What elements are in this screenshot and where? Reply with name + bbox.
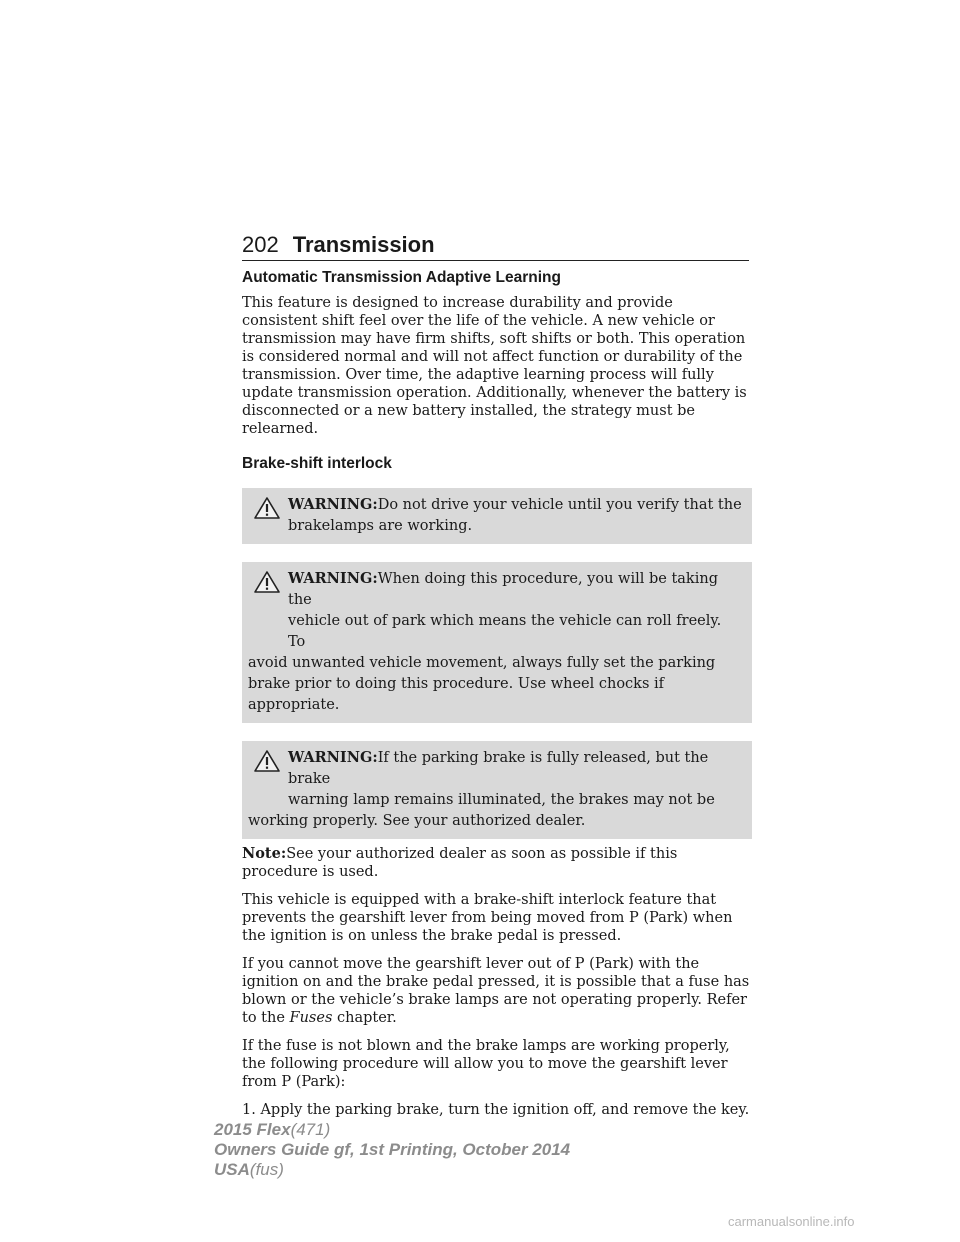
section-heading-brake-shift-interlock: Brake-shift interlock [242, 455, 392, 472]
page-title: Transmission [292, 232, 435, 257]
warning-text-line1: If the parking brake is fully released, but the brake [288, 750, 709, 787]
warning-label: WARNING: [288, 749, 378, 766]
paragraph-interlock-feature: This vehicle is equipped with a brake-shift interlock feature that prevents the gearshift lever from being moved from P (Park) when the ignition is on unless the brake pedal is pressed. [242, 892, 733, 944]
warning-triangle-icon [254, 570, 280, 594]
warning-label: WARNING: [288, 570, 378, 587]
warning-text-line1: Do not drive your vehicle until you verify that the [377, 497, 742, 513]
footer-model: 2015 Flex [214, 1120, 291, 1139]
footer-region: USA [214, 1160, 250, 1179]
paragraph-fuse-text-end: chapter. [332, 1010, 397, 1026]
paragraph-adaptive-learning: This feature is designed to increase durability and provide consistent shift feel over the life of the vehicle. A new vehicle or transmission may have firm shifts, soft shifts or both. This operation is considered normal and will not affect function or durability of the transmission. Over time, the adaptive learning process will fully update transmission operation. Additionally, whenever the battery is disconnected or a new battery installed, the strategy must be relearned. [242, 295, 747, 437]
warning-triangle-icon [254, 496, 280, 520]
section-heading-adaptive-learning: Automatic Transmission Adaptive Learning [242, 269, 561, 286]
warning-text-line2: brakelamps are working. [288, 518, 473, 534]
note-text: See your authorized dealer as soon as possible if this procedure is used. [242, 846, 678, 880]
warning-text-line1: When doing this procedure, you will be taking the [288, 571, 718, 608]
page-content [242, 268, 752, 1129]
paragraph-procedure-intro: If the fuse is not blown and the brake lamps are working properly, the following procedure will allow you to move the gearshift lever from P (Park): [242, 1038, 730, 1090]
fuses-chapter-reference: Fuses [289, 1010, 333, 1026]
procedure-step-1: 1. Apply the parking brake, turn the ignition off, and remove the key. [242, 1102, 750, 1118]
print-footer [214, 1120, 570, 1180]
warning-box-3 [242, 741, 752, 839]
paragraph-fuse-check [242, 955, 752, 1027]
footer-model-code: (471) [290, 1120, 331, 1139]
paragraph-fuse-text: If you cannot move the gearshift lever out of P (Park) with the ignition on and the brake pedal pressed, it is possible that a fuse has blown or the vehicle’s brake lamps are not operating properly. Refer to the [242, 956, 750, 1026]
footer-region-code: (fus) [249, 1160, 284, 1179]
warning-text-rest: avoid unwanted vehicle movement, always fully set the parking brake prior to doing this procedure. Use wheel chocks if appropriate. [248, 655, 716, 713]
warning-triangle-icon [254, 749, 280, 773]
warning-label: WARNING: [288, 496, 378, 513]
page-number: 202 [242, 232, 279, 257]
warning-text-line2: vehicle out of park which means the vehicle can roll freely. To [288, 613, 722, 650]
warning-box-2 [242, 562, 752, 723]
footer-guide-info: Owners Guide gf, 1st Printing, October 2014 [214, 1140, 571, 1159]
warning-box-1 [242, 488, 752, 544]
page-header [242, 228, 749, 261]
watermark: carmanualsonline.info [728, 1214, 855, 1229]
note-label: Note: [242, 845, 287, 862]
note-paragraph [242, 845, 752, 881]
warning-text-line2: warning lamp remains illuminated, the brakes may not be [288, 792, 715, 808]
warning-text-rest: working properly. See your authorized dealer. [248, 813, 586, 829]
